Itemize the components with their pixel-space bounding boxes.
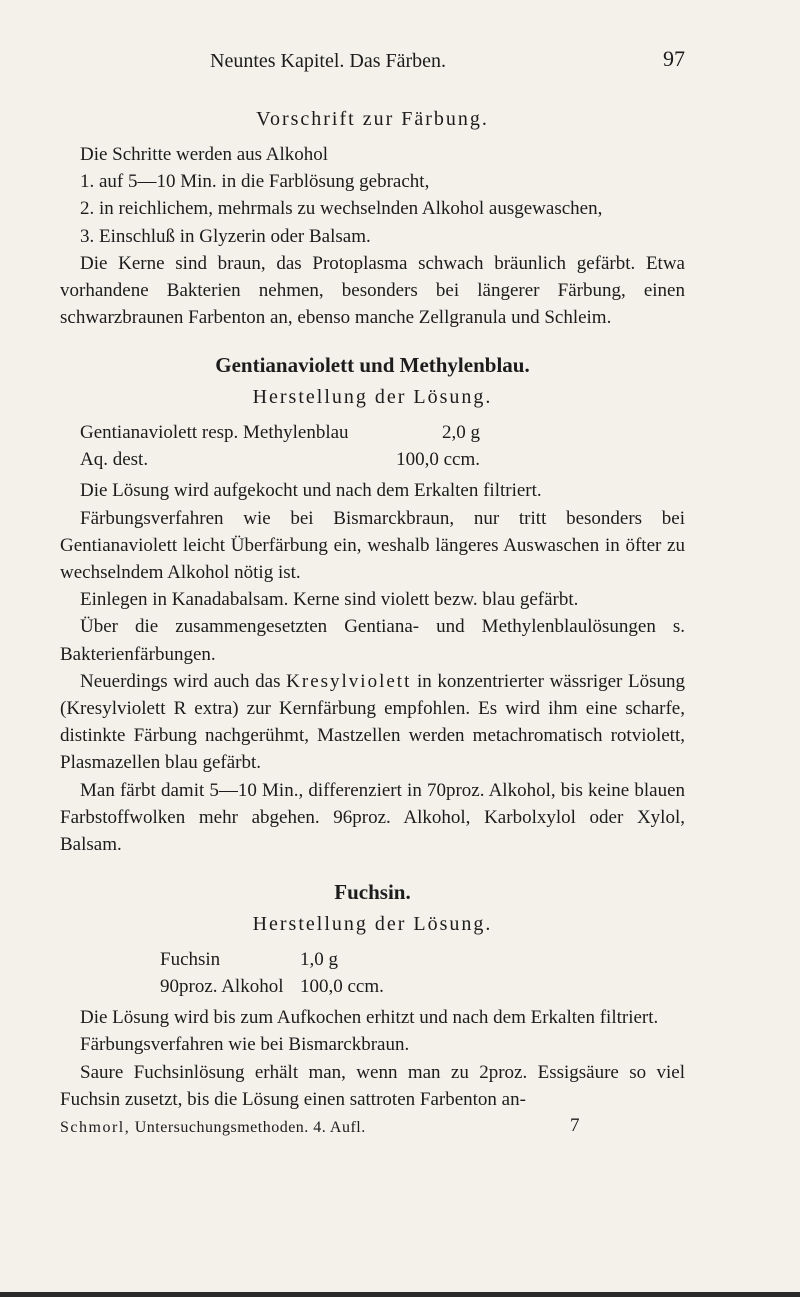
step-2: 2. in reichlichem, mehrmals zu wechselnden Alkohol ausgewaschen, [80,198,603,220]
recipe-amount: 1,0 g [300,949,338,971]
subheading-herstellung: Herstellung der Lösung. [252,386,493,409]
intro-line: Die Schritte werden aus Alkohol [80,144,329,165]
section-heading-fuchsin: Fuchsin. [334,880,411,905]
signature-mark: 7 [570,1115,580,1137]
paragraph: Färbungsverfahren wie bei Bismarckbraun. [80,1034,410,1056]
recipe-ingredient: 90proz. Alkohol [160,976,284,998]
spaced-term: Kresylviolett [286,670,412,692]
footer-work: Untersuchungsmethoden. 4. Aufl. [130,1119,366,1137]
running-title: Neuntes Kapitel. Das Färben. [210,50,447,72]
paragraph: Über die zusammengesetzten Gentiana- und Methylenblaulösungen s. Bakterienfärbungen. [60,616,685,665]
paragraph: Einlegen in Kanadabalsam. Kerne sind violett bezw. blau gefärbt. [80,589,579,611]
step-3: 3. Einschluß in Glyzerin oder Balsam. [80,225,371,247]
paragraph: Die Kerne sind braun, das Protoplasma schwach bräunlich gefärbt. Etwa vorhandene Bakterien nehmen, besonders bei längerer Färbung, einen schwarzbraunen Farbenton an, ebenso manche Zellgranula und Schleim. [60,252,685,329]
section-heading-vorschrift: Vorschrift zur Färbung. [256,108,489,130]
footer-citation [60,1119,366,1137]
section-heading-gentianaviolett: Gentianaviolett und Methylenblau. [215,353,530,378]
recipe-ingredient: Fuchsin [160,949,221,971]
paragraph: Färbungsverfahren wie bei Bismarckbraun, nur tritt besonders bei Gentianaviolett leicht Überfärbung ein, weshalb längeres Auswaschen in öfter zu wechselndem Alkohol nötig ist. [60,507,685,584]
recipe-row [80,446,685,473]
text: in konzentrierter wässriger Lösung (Kresylviolett R extra) zur Kernfärbung empfohlen. Es wird ihm eine scharfe, distinkte Färbung nachgerühmt, Mastzellen werden metachromatisch rotviolett, Plasmazellen blau gefärbt. [60,670,686,774]
paragraph: Saure Fuchsinlösung erhält man, wenn man zu 2proz. Essigsäure so viel Fuchsin zusetzt, bis die Lösung einen sattroten Farbenton an- [60,1061,685,1110]
recipe-amount: 100,0 ccm. [300,976,384,998]
footer-author: Schmorl, [60,1119,131,1137]
running-header [60,46,685,86]
recipe-ingredient: Aq. dest. [80,449,149,471]
subheading-herstellung: Herstellung der Lösung. [252,913,493,936]
paragraph-kresylviolett [60,668,685,777]
recipe-amount: 100,0 ccm. [396,449,480,471]
page-footer [60,1115,685,1143]
text: Neuerdings wird auch das [80,670,287,692]
recipe-row [160,946,685,973]
recipe-row [80,419,685,446]
bottom-edge-shadow [0,1292,800,1297]
book-page [60,46,686,1143]
paragraph: Die Lösung wird bis zum Aufkochen erhitzt und nach dem Erkalten filtriert. [80,1007,659,1029]
page-number: 97 [663,46,685,71]
paragraph: Die Lösung wird aufgekocht und nach dem Erkalten filtriert. [80,480,542,502]
paragraph: Man färbt damit 5—10 Min., differenziert in 70proz. Alkohol, bis keine blauen Farbstoffwolken mehr abgehen. 96proz. Alkohol, Karbolxylol oder Xylol, Balsam. [60,779,685,856]
step-1: 1. auf 5—10 Min. in die Farblösung gebracht, [80,171,430,193]
recipe-ingredient: Gentianaviolett resp. Methylenblau [80,422,349,444]
recipe-row [160,973,685,1000]
recipe-amount: 2,0 g [442,422,480,444]
